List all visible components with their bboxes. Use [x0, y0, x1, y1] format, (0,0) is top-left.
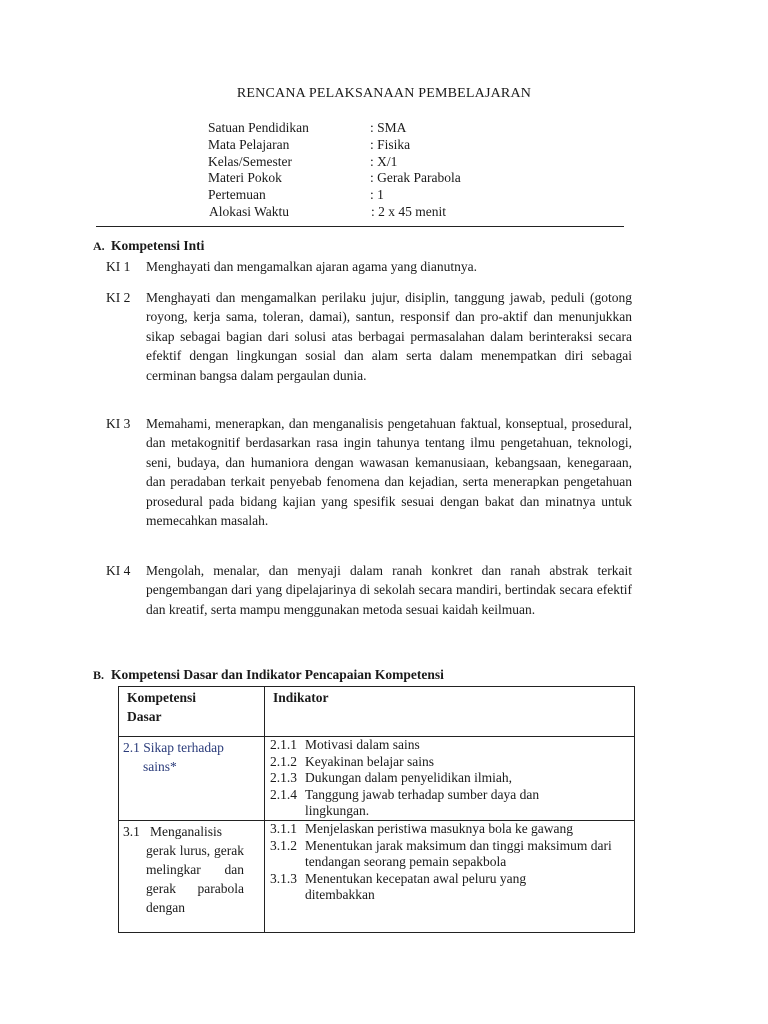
indicator-text: Menentukan kecepatan awal peluru yang ditembakkan — [305, 870, 527, 903]
divider-line — [96, 226, 624, 227]
kd-text: gerak lurus, gerak melingkar dan gerak parabola dengan — [146, 842, 244, 915]
meta-label: Materi Pokok — [208, 170, 282, 186]
ki-text: Menghayati dan mengamalkan perilaku jujur, disiplin, tanggung jawab, peduli (gotong royong, kerja sama, toleran, damai), santun, responsif dan pro-aktif dan menunjukkan sikap sebagai bagian dari solusi atas berbagai permasalahan dalam berinteraksi secara efektif dengan lingkungan sosial dan alam serta dalam menempatkan diri sebagai cerminan bangsa dalam pergaulan dunia. — [146, 290, 632, 383]
header-kompetensi-dasar — [119, 687, 265, 737]
indicator-item — [270, 871, 630, 904]
meta-row — [208, 154, 461, 171]
kd-cell — [119, 820, 265, 932]
meta-value: : SMA — [370, 120, 407, 135]
table-header-row — [119, 687, 635, 737]
kd-text: 3.1 Menganalisis — [123, 823, 222, 839]
meta-row — [208, 120, 461, 137]
meta-row — [208, 187, 461, 204]
indicator-cell — [265, 737, 635, 821]
ki-item — [106, 414, 632, 530]
meta-value: : Gerak Parabola — [370, 170, 461, 186]
section-b-label: B. — [93, 668, 105, 682]
ki-number: KI 1 — [106, 259, 131, 274]
meta-value: : Fisika — [370, 136, 411, 152]
section-b-heading — [93, 667, 444, 683]
meta-value: : X/1 — [370, 153, 398, 169]
meta-value: : 1 — [370, 187, 384, 203]
indicator-text: Motivasi dalam sains — [305, 737, 420, 752]
meta-value: : 2 x 45 menit — [371, 203, 446, 219]
indicator-text: Tanggung jawab terhadap sumber daya dan lingkungan. — [305, 786, 540, 819]
indicator-text: Dukungan dalam penyelidikan ilmiah, — [305, 770, 512, 786]
document-title: RENCANA PELAKSANAAN PEMBELAJARAN — [236, 86, 532, 101]
ki-text: Mengolah, menalar, dan menyaji dalam ranah konkret dan ranah abstrak terkait pengembangan dari yang dipelajarinya di sekolah secara mandiri, bertindak secara efektif dan kreatif, serta mampu menggunakan metoda sesuai kaidah keilmuan. — [146, 563, 632, 617]
indicator-number: 2.1.4 — [270, 786, 297, 802]
indicator-text: Menjelaskan peristiwa masuknya bola ke gawang — [305, 820, 574, 836]
section-a-heading — [93, 238, 204, 254]
table-row — [119, 737, 635, 821]
meta-label: Satuan Pendidikan — [208, 120, 309, 135]
indicator-number: 3.1.2 — [270, 837, 297, 853]
meta-label: Kelas/Semester — [208, 153, 292, 169]
ki-number: KI 3 — [106, 416, 131, 431]
section-a-title: Kompetensi Inti — [111, 238, 205, 253]
section-b-title: Kompetensi Dasar dan Indikator Pencapaian Kompetensi — [111, 667, 444, 682]
meta-label: Alokasi Waktu — [209, 203, 290, 219]
ki-item — [106, 288, 632, 385]
identity-block — [208, 120, 461, 221]
ki-text: Memahami, menerapkan, dan menganalisis pengetahuan faktual, konseptual, prosedural, dan metakognitif berdasarkan rasa ingin tahunya tentang ilmu pengetahuan, teknologi, seni, budaya, dan humaniora dengan wawasan kemanusiaan, kebangsaan, kenegaraan, dan peradaban terkait penyebab fenomena dan kejadian, serta menerapkan pengetahuan prosedural pada bidang kajian yang spesifik sesuai dengan bakat dan minatnya untuk memecahkan masalah. — [146, 416, 632, 529]
header-kd-line: Kompetensi — [127, 690, 196, 705]
header-kd-line: Dasar — [127, 709, 162, 724]
indicator-item — [270, 838, 630, 871]
meta-row — [208, 137, 461, 154]
kd-cell — [119, 737, 265, 821]
indicator-item — [270, 754, 630, 771]
section-a-label: A. — [93, 239, 105, 253]
indicator-item — [270, 821, 630, 838]
indicator-item — [270, 737, 630, 754]
indicator-item — [270, 770, 630, 787]
indicator-number: 2.1.3 — [270, 770, 297, 786]
meta-row — [208, 204, 461, 221]
ki-item — [106, 561, 632, 619]
indicator-number: 3.1.3 — [270, 870, 297, 886]
meta-row — [208, 170, 461, 187]
ki-number: KI 4 — [106, 563, 131, 578]
meta-label: Pertemuan — [208, 187, 266, 203]
competency-table — [118, 686, 635, 933]
ki-number: KI 2 — [106, 290, 131, 305]
kd-text: 2.1 Sikap terhadap — [123, 740, 224, 755]
ki-item — [106, 257, 632, 276]
indicator-number: 3.1.1 — [270, 820, 297, 836]
indicator-text: Keyakinan belajar sains — [305, 753, 434, 769]
kd-text: sains* — [143, 759, 177, 774]
meta-label: Mata Pelajaran — [208, 136, 290, 152]
indicator-item — [270, 787, 630, 820]
header-indikator: Indikator — [265, 687, 635, 737]
indicator-number: 2.1.2 — [270, 753, 297, 769]
indicator-cell — [265, 820, 635, 932]
table-row — [119, 820, 635, 932]
ki-text: Menghayati dan mengamalkan ajaran agama yang dianutnya. — [146, 259, 477, 274]
indicator-number: 2.1.1 — [270, 737, 297, 752]
indicator-text: Menentukan jarak maksimum dan tinggi maksimum dari tendangan seorang pemain sepakbola — [305, 837, 612, 870]
